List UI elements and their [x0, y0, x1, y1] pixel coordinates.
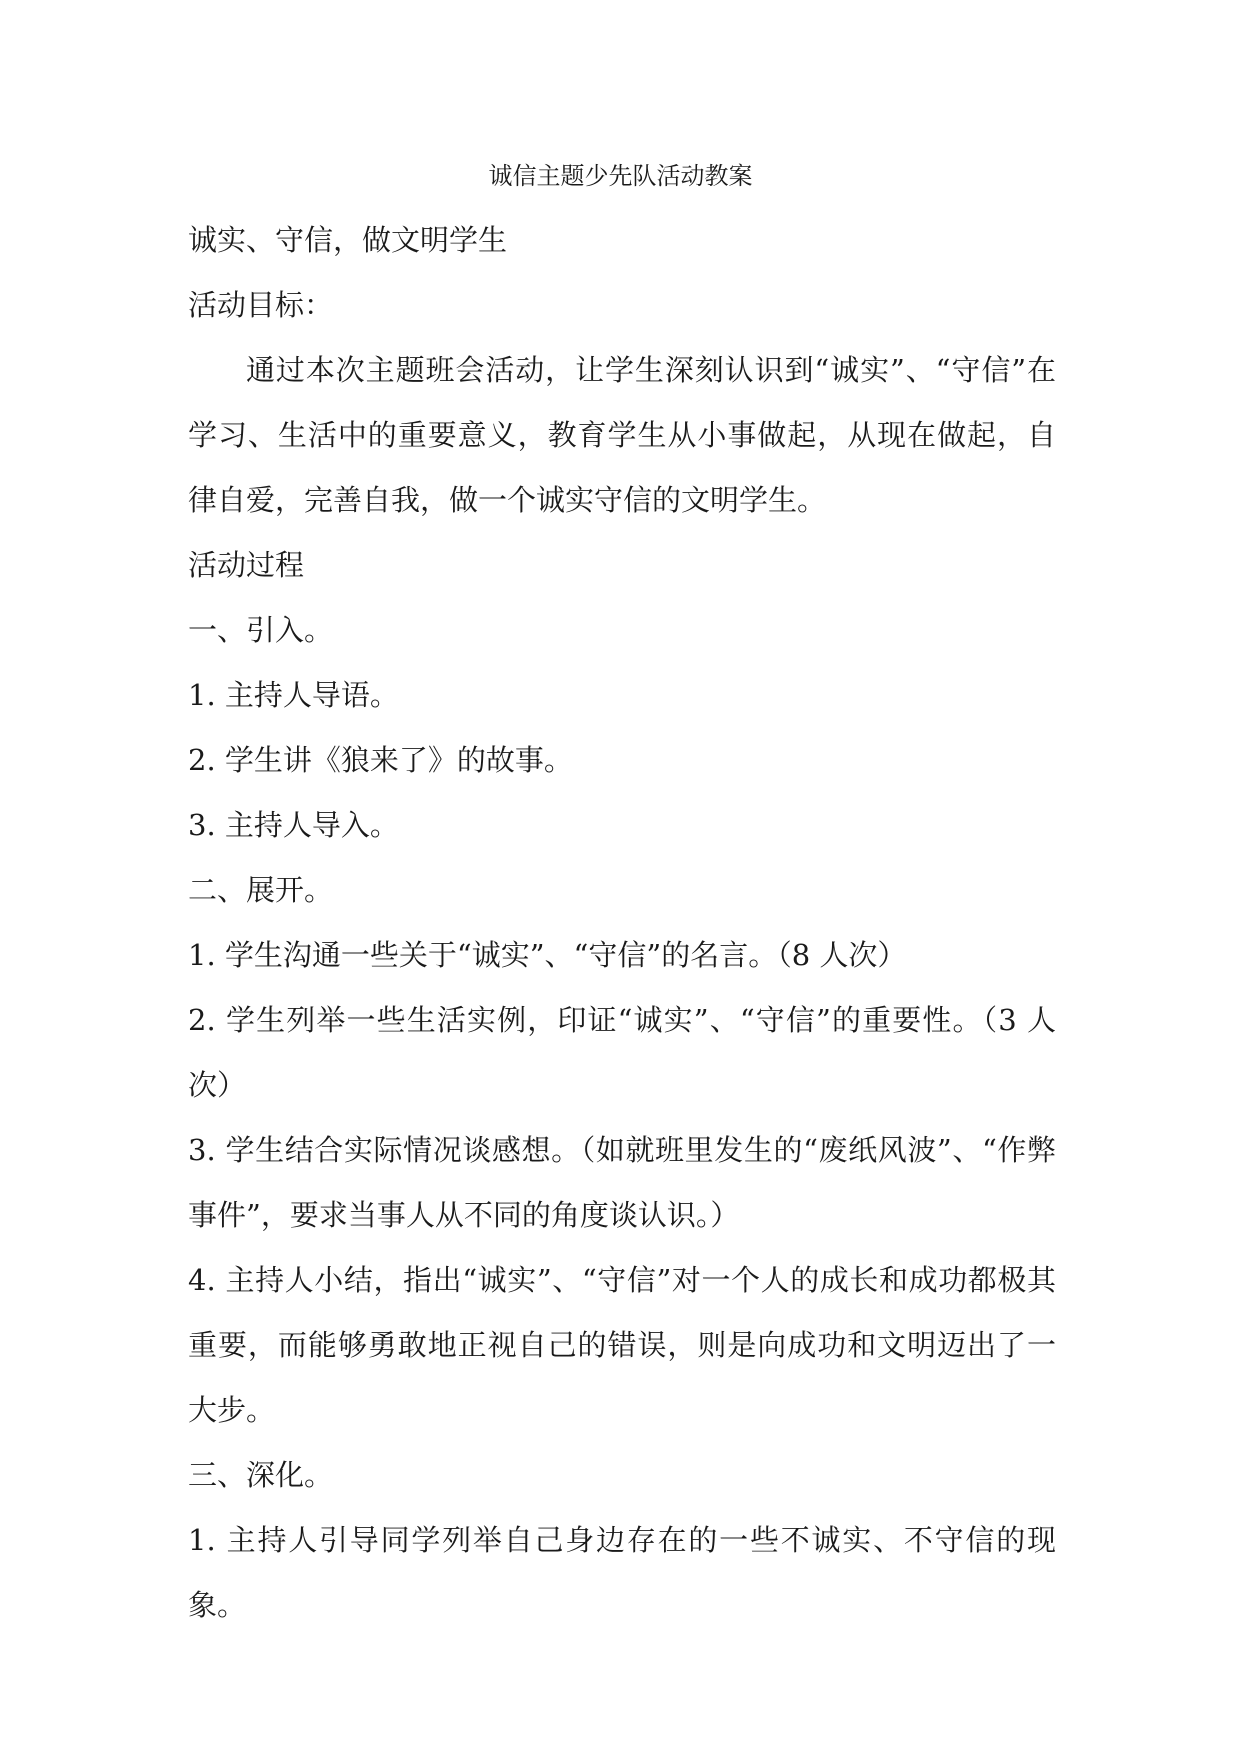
section-heading-goals: 活动目标： — [188, 288, 334, 322]
list-item: 3. 主持人导入。 — [188, 808, 399, 842]
goals-paragraph: 通过本次主题班会活动，让学生深刻认识到“诚实”、“守信”在学习、生活中的重要意义，教育学生从小事做起，从现在做起，自律自爱，完善自我，做一个诚实守信的文明学生。 — [188, 353, 1056, 517]
step-heading-deepen: 三、深化。 — [188, 1458, 334, 1492]
list-item: 3. 学生结合实际情况谈感想。（如就班里发生的“废纸风波”、“作弊事件”，要求当事人从不同的角度谈认识。） — [188, 1133, 1056, 1232]
list-item: 1. 学生沟通一些关于“诚实”、“守信”的名言。（8 人次） — [188, 938, 907, 972]
list-item: 2. 学生列举一些生活实例，印证“诚实”、“守信”的重要性。（3 人次） — [188, 1003, 1056, 1102]
list-item: 4. 主持人小结，指出“诚实”、“守信”对一个人的成长和成功都极其重要，而能够勇敢地正视自己的错误，则是向成功和文明迈出了一大步。 — [188, 1263, 1056, 1427]
step-heading-intro: 一、引入。 — [188, 613, 334, 647]
list-item: 2. 学生讲《狼来了》的故事。 — [188, 743, 573, 777]
subtitle: 诚实、守信，做文明学生 — [188, 223, 508, 257]
document-body — [188, 208, 1056, 1638]
list-item: 1. 主持人导语。 — [188, 678, 399, 712]
list-item: 1. 主持人引导同学列举自己身边存在的一些不诚实、不守信的现象。 — [188, 1523, 1056, 1622]
step-heading-expand: 二、展开。 — [188, 873, 334, 907]
document-title: 诚信主题少先队活动教案 — [488, 162, 753, 190]
section-heading-process: 活动过程 — [188, 548, 305, 582]
